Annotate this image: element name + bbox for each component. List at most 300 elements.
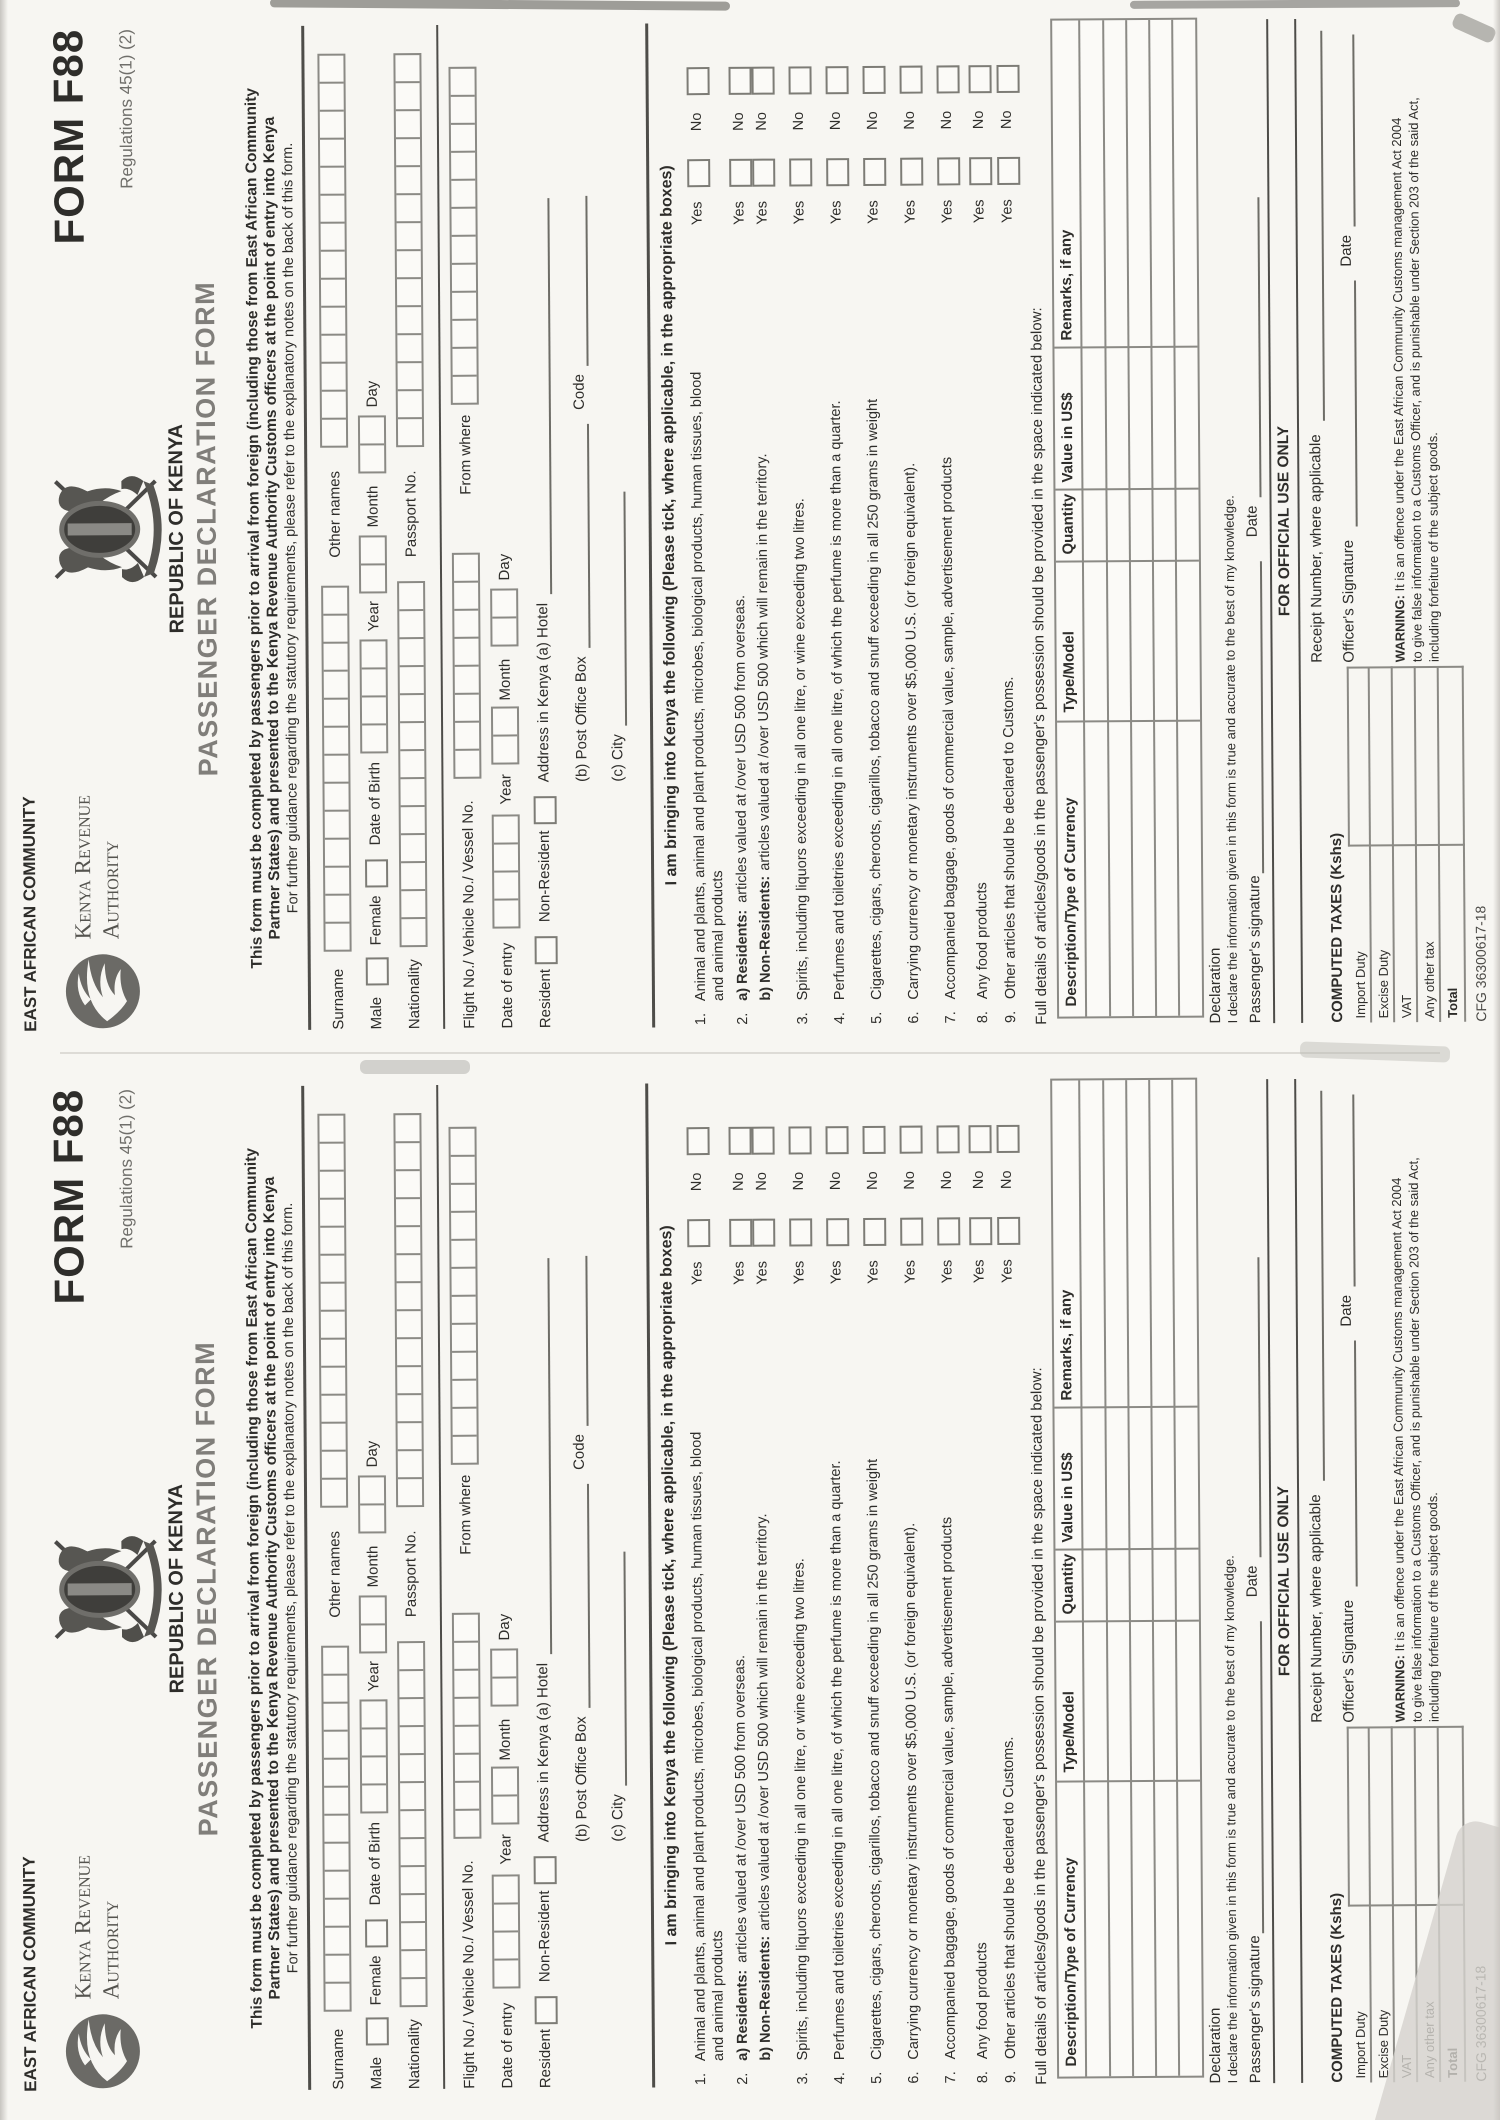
yes-checkbox[interactable]: [729, 159, 752, 187]
tax-row-excise-duty: Excise Duty: [1375, 2009, 1392, 2079]
no-label: No: [790, 1171, 807, 1191]
no-checkbox[interactable]: [825, 1126, 848, 1154]
item-row-5: 5. Cigarettes, cigars, cheroots, cigarillos, tobacco and snuff exceeding in all 250 grams in weight Yes No: [862, 0, 870, 1054]
surname-label: Surname: [329, 968, 348, 1030]
no-label: No: [864, 111, 881, 130]
passport-boxes[interactable]: [393, 1113, 424, 1507]
row-line: [1171, 1080, 1179, 2076]
form-number: FORM F88: [44, 1088, 93, 1305]
row-line: [1125, 1080, 1133, 2076]
yes-label: Yes: [689, 1261, 706, 1286]
scan-left-edge: [0, 0, 8, 2120]
officer-date-line[interactable]: [1352, 1095, 1355, 1287]
row-line: [1171, 20, 1179, 1016]
entry-month-boxes[interactable]: [491, 706, 519, 764]
tax-row-any-other-tax: Any other tax: [1421, 941, 1438, 1019]
item-row-1: 1. Animal and plants, animal and plant products, microbes, biological products, human tissues, blood Yes No: [686, 1060, 694, 2115]
declaration-text: I declare the information given in this form is true and accurate to the best of my knowledge.: [1221, 495, 1241, 1024]
dob-day-label: Day: [363, 1440, 381, 1468]
no-label: No: [998, 1170, 1015, 1190]
other-names-label: Other names: [326, 1530, 344, 1618]
item-row-2a: 2. a) Residents: articles valued at /over USD 500 from overseas. Yes No: [728, 0, 736, 1055]
yes-checkbox[interactable]: [752, 159, 775, 187]
form-copy-bottom: [0, 1060, 1500, 2120]
officer-date-label: Date: [1337, 1294, 1355, 1327]
no-label: No: [790, 111, 807, 131]
row-line: [1102, 1080, 1110, 2076]
passport-boxes[interactable]: [393, 53, 424, 447]
dob-day-boxes[interactable]: [358, 1475, 386, 1533]
non-resident-label: Non-Resident: [535, 1890, 554, 1983]
page-seam: [60, 1052, 1440, 1054]
surname-boxes[interactable]: [321, 1646, 352, 2012]
address-hotel-label: Address in Kenya (a) Hotel: [534, 602, 553, 783]
no-label: No: [901, 1171, 918, 1190]
no-label: No: [827, 111, 844, 131]
yes-label: Yes: [689, 201, 706, 226]
republic-title: REPUBLIC OF KENYA: [164, 424, 189, 634]
entry-month-boxes[interactable]: [491, 1766, 519, 1824]
column-line: [1054, 346, 1197, 349]
yes-label: Yes: [865, 1260, 882, 1284]
kra-name-line2: Authority: [97, 1900, 124, 2000]
passenger-signature-line[interactable]: [1260, 1621, 1264, 1933]
item-row-1: 1. Animal and plants, animal and plant products, microbes, biological products, human tissues, blood Yes No: [686, 0, 694, 1055]
declaration-text: I declare the information given in this form is true and accurate to the best of my knowledge.: [1221, 1555, 1241, 2084]
form-title: PASSENGER DECLARATION FORM: [189, 280, 224, 777]
warning-line3: including forfeiture of the subject goods.: [1425, 432, 1442, 663]
male-label: Male: [367, 996, 386, 1030]
declaration-heading: Declaration: [1206, 2007, 1225, 2084]
kra-name-line2: Authority: [97, 840, 124, 940]
no-checkbox[interactable]: [686, 67, 709, 95]
dob-month-boxes[interactable]: [359, 1595, 387, 1653]
yes-checkbox[interactable]: [997, 157, 1020, 185]
receipt-number-label: Receipt Number, where applicable: [1307, 434, 1326, 663]
no-checkbox[interactable]: [936, 1125, 959, 1153]
no-checkbox[interactable]: [862, 1126, 885, 1154]
kra-name-line1: Kenya Revenue: [69, 1854, 96, 2000]
nationality-boxes[interactable]: [397, 1641, 428, 2007]
item-row-7: 7. Accompanied baggage, goods of commercial value, sample, advertisement products Yes No: [936, 1060, 944, 2113]
no-checkbox[interactable]: [788, 1126, 811, 1154]
item-row-8: 8. Any food products Yes No: [968, 0, 976, 1053]
divider: [301, 26, 311, 1030]
passenger-signature-label: Passenger's signature: [1246, 875, 1265, 1024]
column-line: [1347, 666, 1464, 669]
flight-label: Flight No./ Vehicle No./ Vessel No.: [459, 1860, 479, 2089]
entry-year-boxes[interactable]: [492, 1874, 521, 1988]
intro-line1: This form must be completed by passengers prior to arrival from foreign (including those from East African Community: [242, 87, 266, 969]
goods-table[interactable]: [1050, 18, 1204, 1019]
item-row-2b: b) Non-Residents: articles valued at /over USD 500 which will remain in the territory. Yes No: [751, 1060, 759, 2115]
official-use-heading: FOR OFFICIAL USE ONLY: [1275, 1485, 1294, 1677]
city-write-line[interactable]: [623, 1552, 627, 1786]
yes-label: Yes: [754, 200, 771, 225]
warning-line3: including forfeiture of the subject goods.: [1425, 1492, 1442, 1723]
no-label: No: [901, 111, 918, 130]
item-row-9: 9. Other articles that should be declared to Customs. Yes No: [996, 0, 1004, 1053]
republic-title: REPUBLIC OF KENYA: [164, 1484, 189, 1694]
yes-checkbox[interactable]: [997, 1217, 1020, 1245]
passenger-signature-label: Passenger's signature: [1246, 1935, 1265, 2084]
intro-line1: This form must be completed by passengers prior to arrival from foreign (including those from East African Community: [242, 1147, 266, 2029]
po-box-label: (b) Post Office Box: [572, 656, 591, 783]
intro-line2: Partner States) and presented to the Kenya Revenue Authority Customs officers at the point of entry into Kenya: [260, 1176, 284, 2000]
dob-year-boxes[interactable]: [359, 639, 388, 753]
warning-line2: to give false information to a Customs Officer, and is punishable under Section 203 of the said Act,: [1405, 97, 1425, 663]
surname-boxes[interactable]: [321, 586, 352, 952]
receipt-number-line[interactable]: [1320, 31, 1325, 421]
yes-label: Yes: [865, 200, 882, 224]
no-checkbox[interactable]: [686, 1127, 709, 1155]
warning-label: WARNING:: [1392, 595, 1408, 663]
no-checkbox[interactable]: [825, 66, 848, 94]
computed-taxes-table[interactable]: [1347, 666, 1466, 1023]
yes-label: Yes: [791, 200, 808, 225]
item-row-8: 8. Any food products Yes No: [968, 1060, 976, 2113]
warning-line1: WARNING: It is an offence under the East African Community Customs management Act 2004: [1388, 117, 1408, 663]
flight-label: Flight No./ Vehicle No./ Vessel No.: [459, 800, 479, 1029]
seam-smudge: [360, 1060, 470, 1074]
date-of-entry-label: Date of entry: [498, 2002, 517, 2089]
row-line: [1125, 20, 1133, 1016]
community-title: EAST AFRICAN COMMUNITY: [19, 1856, 41, 2092]
dob-year-label: Year: [365, 601, 383, 632]
item-row-9: 9. Other articles that should be declared to Customs. Yes No: [996, 1060, 1004, 2113]
col-header-value: Value in US$: [1058, 392, 1077, 483]
no-label: No: [730, 1172, 747, 1191]
tax-row-vat: VAT: [1398, 994, 1415, 1019]
col-header-remarks: Remarks, if any: [1057, 1289, 1076, 1401]
col-header-value: Value in US$: [1058, 1452, 1077, 1543]
from-where-label: From where: [456, 414, 475, 495]
yes-label: Yes: [731, 1261, 748, 1285]
no-checkbox[interactable]: [751, 1127, 774, 1155]
regulations-ref: Regulations 45(1) (2): [116, 1089, 137, 1249]
tax-row-import-duty: Import Duty: [1352, 951, 1369, 1019]
item-row-3: 3. Spirits, including liquors exceeding in all one litre, or wine exceeding two litres. Yes No: [788, 1060, 796, 2114]
yes-checkbox[interactable]: [900, 1218, 923, 1246]
yes-checkbox[interactable]: [969, 157, 992, 185]
dob-year-boxes[interactable]: [359, 1699, 388, 1813]
yes-label: Yes: [939, 199, 956, 224]
dob-year-label: Year: [365, 1661, 383, 1692]
no-checkbox[interactable]: [996, 1125, 1019, 1153]
receipt-number-label: Receipt Number, where applicable: [1307, 1494, 1326, 1723]
from-where-boxes[interactable]: [448, 67, 478, 405]
no-checkbox[interactable]: [899, 66, 922, 94]
no-label: No: [970, 110, 987, 130]
passenger-date-label: Date: [1243, 1565, 1261, 1598]
form-number: FORM F88: [44, 28, 93, 245]
item-row-1b: and animal products: [710, 1930, 728, 2062]
from-where-boxes[interactable]: [448, 1127, 478, 1465]
passenger-date-line[interactable]: [1257, 197, 1261, 497]
tax-row-import-duty: Import Duty: [1352, 2011, 1369, 2079]
no-checkbox[interactable]: [862, 66, 885, 94]
date-of-entry-label: Date of entry: [498, 942, 517, 1029]
resident-checkbox[interactable]: [535, 936, 558, 964]
column-line: [1056, 560, 1199, 563]
passenger-signature-line[interactable]: [1260, 561, 1264, 873]
no-label: No: [938, 1170, 955, 1190]
goods-table[interactable]: [1050, 1078, 1204, 2079]
item-row-2b: b) Non-Residents: articles valued at /over USD 500 which will remain in the territory. Yes No: [751, 0, 759, 1055]
computed-taxes-heading: COMPUTED TAXES (Kshs): [1327, 1892, 1347, 2083]
intro-line3: For further guidance regarding the statutory requirements, please refer to the explanatory notes on the back of this form.: [280, 142, 302, 914]
row-line: [1148, 20, 1156, 1016]
yes-checkbox[interactable]: [937, 157, 960, 185]
passport-label: Passport No.: [402, 470, 420, 558]
code-write-line[interactable]: [585, 1256, 588, 1426]
yes-label: Yes: [754, 1260, 771, 1285]
resident-checkbox[interactable]: [535, 1996, 558, 2024]
column-line: [1054, 1406, 1197, 1409]
officer-date-label: Date: [1337, 234, 1355, 267]
tax-row-total: Total: [1444, 987, 1461, 1018]
nationality-boxes[interactable]: [397, 581, 428, 947]
officer-signature-label: Officer's Signature: [1339, 539, 1358, 663]
form-title: PASSENGER DECLARATION FORM: [189, 1340, 224, 1837]
yes-checkbox[interactable]: [729, 1219, 752, 1247]
entry-year-label: Year: [497, 774, 515, 805]
non-resident-checkbox[interactable]: [534, 796, 557, 824]
non-resident-label: Non-Resident: [535, 830, 554, 923]
no-checkbox[interactable]: [728, 67, 751, 95]
city-label: (c) City: [609, 1794, 627, 1842]
yes-checkbox[interactable]: [687, 159, 710, 187]
declaration-heading: Declaration: [1206, 947, 1225, 1024]
col-header-description: Description/Type of Currency: [1061, 797, 1081, 1007]
yes-checkbox[interactable]: [789, 1218, 812, 1246]
divider: [301, 1086, 311, 2090]
no-label: No: [753, 112, 770, 131]
entry-day-label: Day: [495, 553, 514, 581]
official-use-heading: FOR OFFICIAL USE ONLY: [1275, 425, 1294, 617]
officer-signature-label: Officer's Signature: [1339, 1599, 1358, 1723]
kra-logo-icon: [63, 951, 144, 1032]
no-checkbox[interactable]: [751, 67, 774, 95]
no-label: No: [688, 1172, 705, 1192]
yes-checkbox[interactable]: [687, 1219, 710, 1247]
scan-right-edge: [1493, 0, 1500, 2120]
no-checkbox[interactable]: [899, 1126, 922, 1154]
divider: [436, 25, 445, 1029]
officer-signature-line[interactable]: [1354, 281, 1358, 527]
dob-day-boxes[interactable]: [358, 415, 386, 473]
city-write-line[interactable]: [623, 492, 627, 726]
passenger-date-label: Date: [1243, 505, 1261, 538]
surname-label: Surname: [329, 2028, 348, 2090]
passenger-date-line[interactable]: [1257, 1257, 1261, 1557]
yes-label: Yes: [939, 1259, 956, 1284]
computed-taxes-heading: COMPUTED TAXES (Kshs): [1327, 832, 1347, 1023]
entry-year-boxes[interactable]: [492, 814, 521, 928]
col-header-description: Description/Type of Currency: [1061, 1857, 1081, 2067]
no-label: No: [688, 112, 705, 132]
hotel-write-line[interactable]: [547, 198, 552, 594]
yes-checkbox[interactable]: [863, 158, 886, 186]
male-checkbox[interactable]: [366, 2017, 389, 2045]
column-line: [1057, 1780, 1200, 1783]
from-where-label: From where: [456, 1474, 475, 1555]
column-line: [1348, 844, 1465, 847]
no-label: No: [970, 1170, 987, 1190]
divider: [645, 23, 655, 1027]
address-hotel-label: Address in Kenya (a) Hotel: [534, 1662, 553, 1843]
items-heading: I am bringing into Kenya the following (Please tick, where applicable, in the appropriate boxes): [658, 1225, 681, 1946]
col-header-quantity: Quantity: [1059, 1553, 1077, 1615]
yes-label: Yes: [828, 200, 845, 225]
row-line: [1078, 20, 1087, 1016]
divider: [436, 1085, 445, 2089]
column-line: [1057, 720, 1200, 723]
warning-line2: to give false information to a Customs Officer, and is punishable under Section 203 of the said Act,: [1405, 1157, 1425, 1723]
female-checkbox[interactable]: [365, 859, 388, 887]
yes-label: Yes: [999, 199, 1016, 224]
row-line: [1347, 667, 1350, 847]
entry-day-boxes[interactable]: [490, 588, 518, 646]
nationality-label: Nationality: [405, 2019, 424, 2090]
kra-name-line1: Kenya Revenue: [69, 794, 96, 940]
item-row-3: 3. Spirits, including liquors exceeding in all one litre, or wine exceeding two litres. Yes No: [788, 0, 796, 1054]
no-label: No: [864, 1171, 881, 1190]
dob-label: Date of Birth: [366, 1821, 384, 1906]
female-checkbox[interactable]: [365, 1919, 388, 1947]
yes-checkbox[interactable]: [937, 1217, 960, 1245]
intro-line2: Partner States) and presented to the Kenya Revenue Authority Customs officers at the point of entry into Kenya: [260, 116, 284, 940]
no-label: No: [827, 1171, 844, 1191]
item-row-4: 4. Perfumes and toiletries exceeding in all one litre, of which the perfume is more than a quarter. Yes No: [825, 1060, 833, 2114]
no-checkbox[interactable]: [728, 1127, 751, 1155]
male-checkbox[interactable]: [366, 957, 389, 985]
entry-day-boxes[interactable]: [490, 1648, 518, 1706]
dob-label: Date of Birth: [366, 761, 384, 846]
row-line: [1078, 1080, 1087, 2076]
resident-label: Resident: [536, 968, 555, 1029]
no-checkbox[interactable]: [936, 65, 959, 93]
column-line: [1055, 1548, 1198, 1551]
yes-label: Yes: [791, 1260, 808, 1285]
yes-checkbox[interactable]: [969, 1217, 992, 1245]
no-checkbox[interactable]: [968, 65, 991, 93]
yes-checkbox[interactable]: [752, 1219, 775, 1247]
officer-signature-line[interactable]: [1354, 1341, 1358, 1587]
community-title: EAST AFRICAN COMMUNITY: [19, 796, 41, 1032]
resident-label: Resident: [536, 2028, 555, 2089]
receipt-number-line[interactable]: [1320, 1091, 1325, 1481]
tax-row-excise-duty: Excise Duty: [1375, 949, 1392, 1019]
flight-boxes[interactable]: [452, 1613, 482, 1839]
yes-checkbox[interactable]: [826, 1218, 849, 1246]
no-label: No: [753, 1172, 770, 1191]
code-label: Code: [570, 374, 588, 411]
item-row-7: 7. Accompanied baggage, goods of commercial value, sample, advertisement products Yes No: [936, 0, 944, 1053]
no-checkbox[interactable]: [788, 66, 811, 94]
yes-label: Yes: [902, 1259, 919, 1284]
divider: [645, 1083, 655, 2087]
regulations-ref: Regulations 45(1) (2): [116, 29, 137, 189]
yes-checkbox[interactable]: [826, 158, 849, 186]
no-label: No: [938, 110, 955, 130]
entry-month-label: Month: [496, 1718, 514, 1761]
yes-label: Yes: [971, 1259, 988, 1284]
yes-checkbox[interactable]: [900, 158, 923, 186]
nationality-label: Nationality: [405, 959, 424, 1030]
other-names-boxes[interactable]: [317, 1114, 348, 1508]
coat-of-arms-icon: [47, 1511, 164, 1668]
no-label: No: [998, 110, 1015, 130]
warning-line1: WARNING: It is an offence under the East African Community Customs management Act 2004: [1388, 1177, 1408, 1723]
passport-label: Passport No.: [402, 1530, 420, 1618]
entry-day-label: Day: [495, 1613, 514, 1641]
item-row-1b: and animal products: [710, 870, 728, 1002]
col-header-remarks: Remarks, if any: [1057, 229, 1076, 341]
po-box-write-line[interactable]: [587, 424, 591, 648]
code-label: Code: [570, 1434, 588, 1471]
female-label: Female: [367, 895, 385, 946]
full-details-line: Full details of articles/goods in the passenger's possession should be provided in the space indicated below:: [1028, 307, 1051, 1025]
dob-month-boxes[interactable]: [359, 535, 387, 593]
full-details-line: Full details of articles/goods in the passenger's possession should be provided in the space indicated below:: [1028, 1367, 1051, 2085]
column-line: [1056, 1620, 1199, 1623]
other-names-label: Other names: [326, 470, 344, 558]
female-label: Female: [367, 1955, 385, 2006]
yes-checkbox[interactable]: [863, 1218, 886, 1246]
officer-date-line[interactable]: [1352, 35, 1355, 227]
col-header-quantity: Quantity: [1059, 493, 1077, 555]
yes-label: Yes: [731, 201, 748, 225]
male-label: Male: [367, 2056, 386, 2090]
item-row-2a: 2. a) Residents: articles valued at /over USD 500 from overseas. Yes No: [728, 1060, 736, 2115]
intro-line3: For further guidance regarding the statutory requirements, please refer to the explanatory notes on the back of this form.: [280, 1202, 302, 1974]
po-box-label: (b) Post Office Box: [572, 1716, 591, 1843]
city-label: (c) City: [609, 734, 627, 782]
entry-month-label: Month: [496, 658, 514, 701]
non-resident-checkbox[interactable]: [534, 1856, 557, 1884]
dob-month-label: Month: [364, 1545, 382, 1588]
yes-checkbox[interactable]: [789, 158, 812, 186]
yes-label: Yes: [828, 1260, 845, 1285]
no-checkbox[interactable]: [968, 1125, 991, 1153]
passenger-declaration-form: [0, 1060, 1500, 2120]
po-box-write-line[interactable]: [587, 1484, 591, 1708]
yes-label: Yes: [971, 199, 988, 224]
no-label: No: [730, 112, 747, 131]
row-line: [1347, 1727, 1350, 1907]
kra-logo-icon: [63, 2011, 144, 2092]
item-row-5: 5. Cigarettes, cigars, cheroots, cigarillos, tobacco and snuff exceeding in all 250 grams in weight Yes No: [862, 1060, 870, 2114]
flight-boxes[interactable]: [452, 553, 482, 779]
no-checkbox[interactable]: [996, 65, 1019, 93]
other-names-boxes[interactable]: [317, 54, 348, 448]
column-line: [1347, 1726, 1464, 1729]
hotel-write-line[interactable]: [547, 1258, 552, 1654]
code-write-line[interactable]: [585, 196, 588, 366]
column-line: [1055, 488, 1198, 491]
item-row-6: 6. Carrying currency or monetary instruments over $5,000 U.S. (or foreign equivalent). Yes No: [899, 0, 907, 1054]
yes-label: Yes: [999, 1259, 1016, 1284]
col-header-type-model: Type/Model: [1060, 631, 1079, 713]
entry-year-label: Year: [497, 1834, 515, 1865]
row-line: [1148, 1080, 1156, 2076]
col-header-type-model: Type/Model: [1060, 1691, 1079, 1773]
form-serial-number: CFG 36300617-18: [1472, 905, 1490, 1022]
yes-label: Yes: [902, 199, 919, 224]
row-line: [1102, 20, 1110, 1016]
coat-of-arms-icon: [47, 451, 164, 608]
